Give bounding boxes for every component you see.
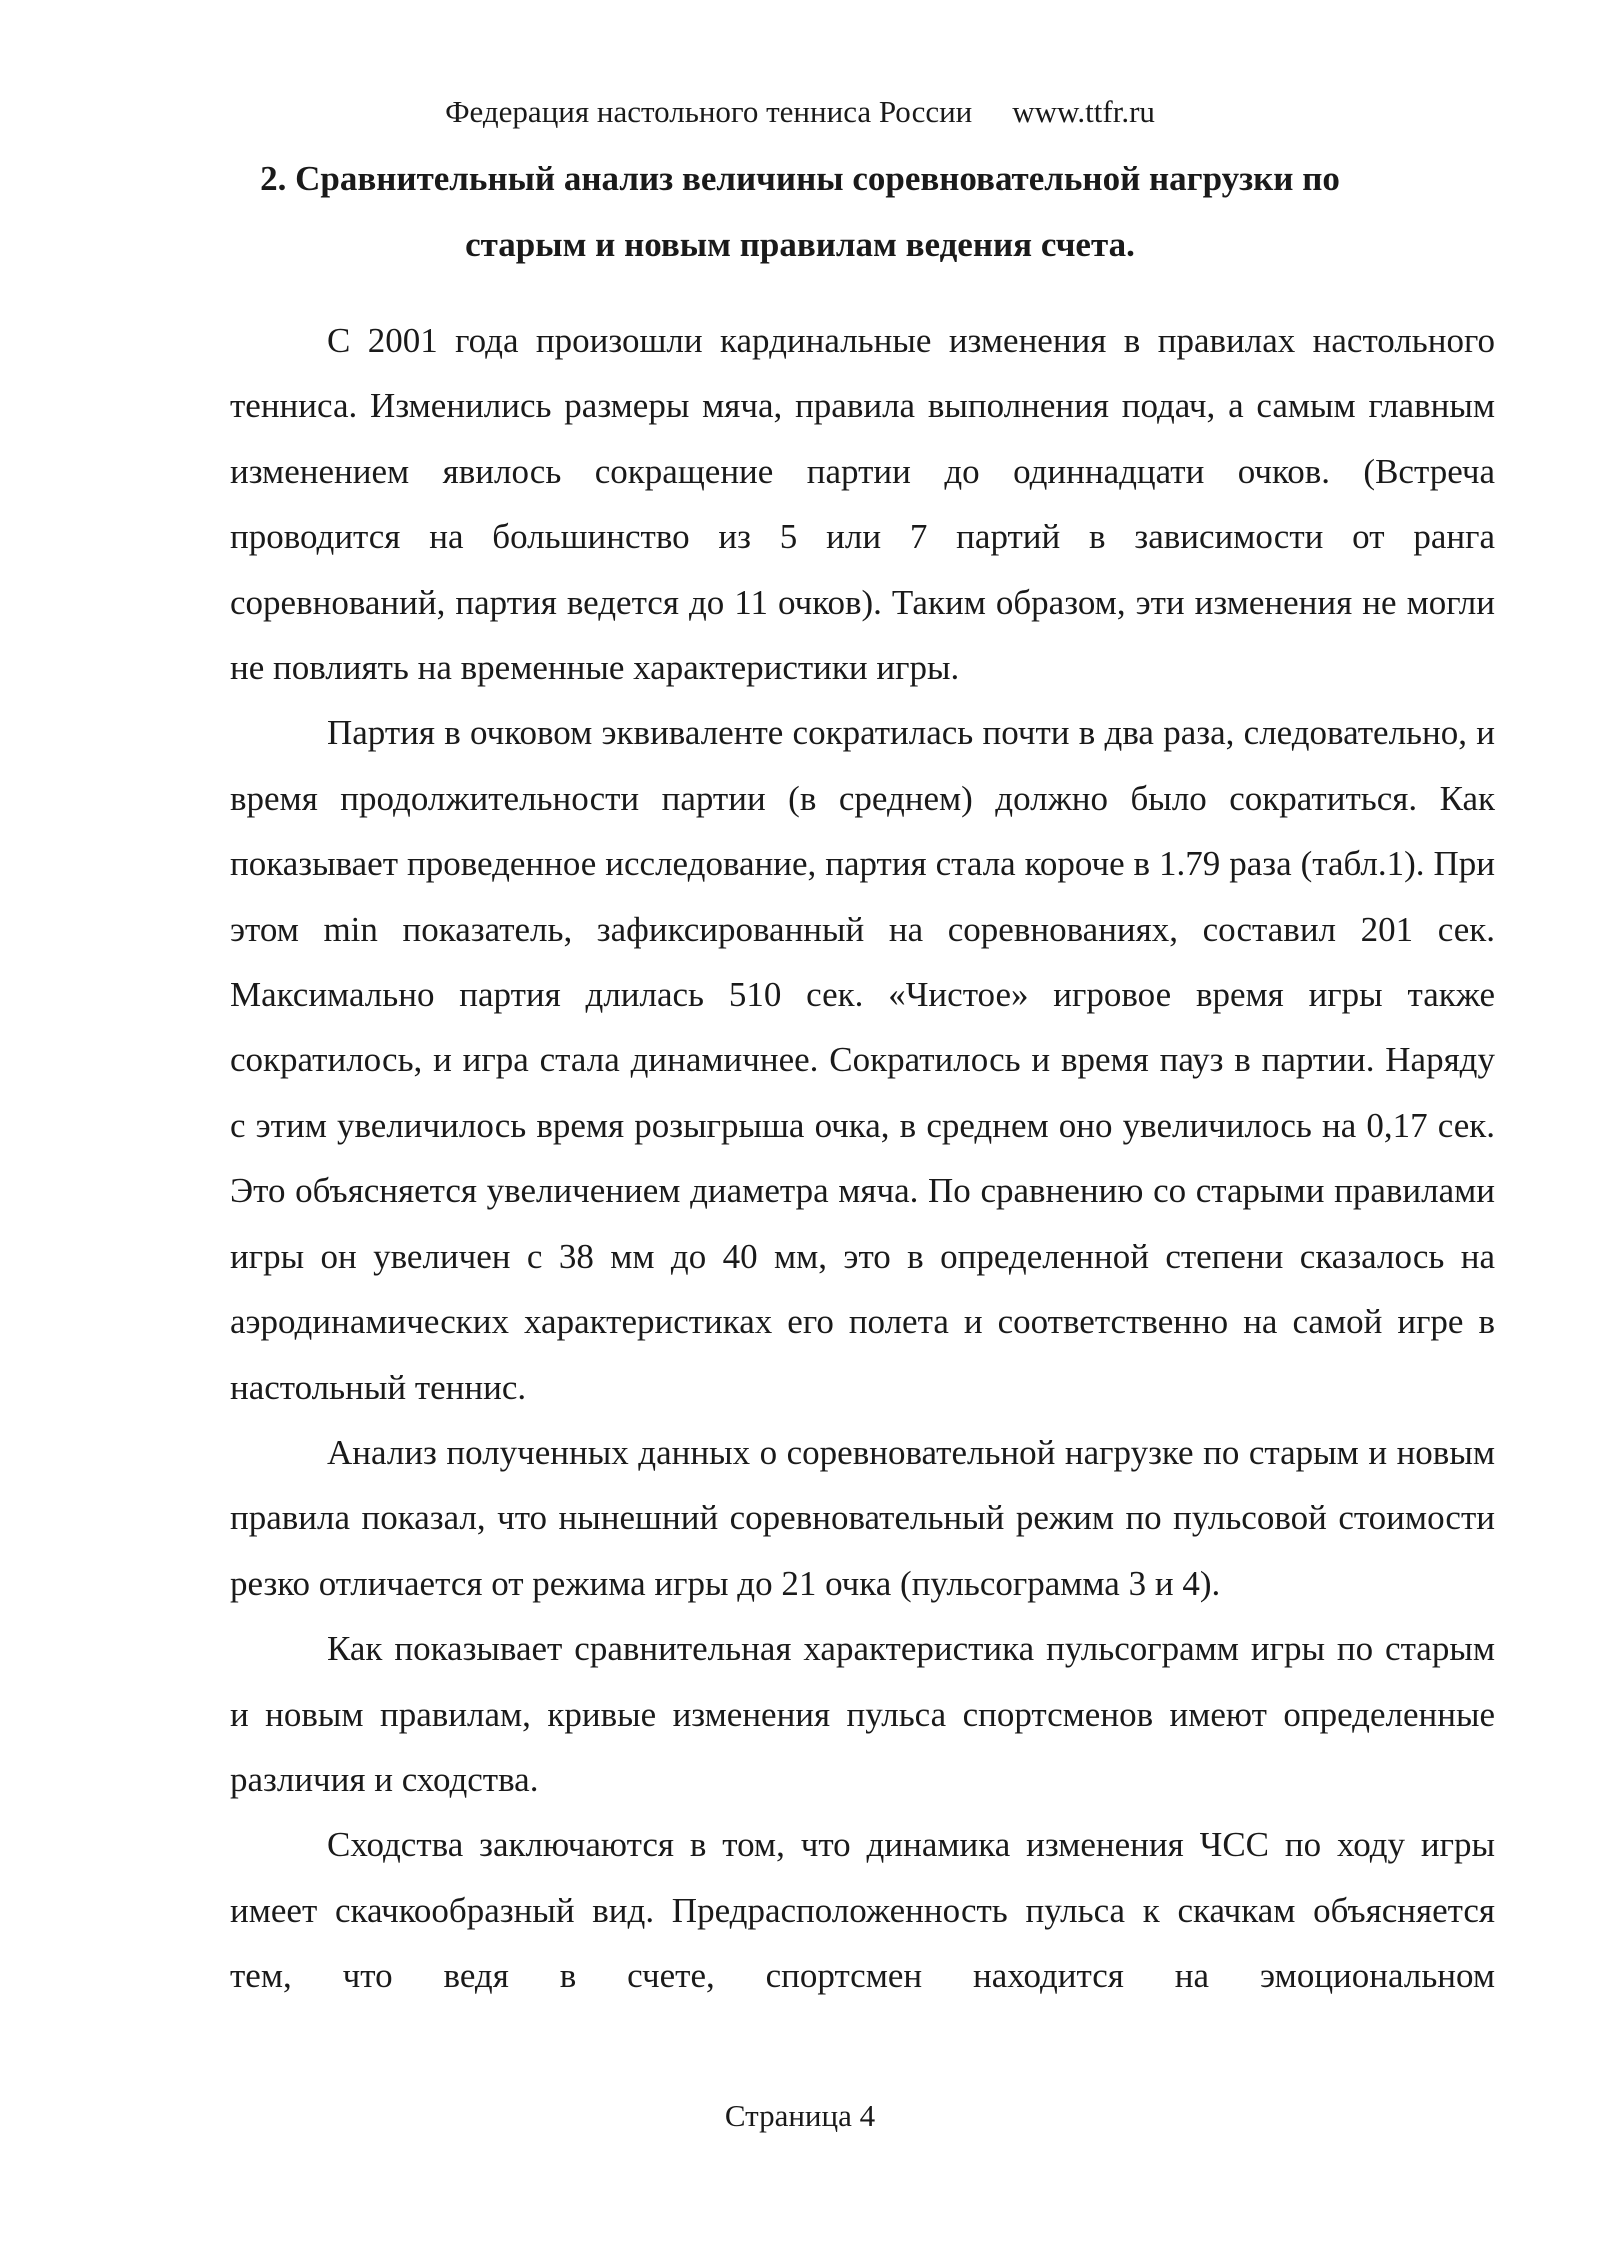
- paragraph: Сходства заключаются в том, что динамика изменения ЧСС по ходу игры имеет скачкообразный вид. Предрасположенность пульса к скачкам объясняется тем, что ведя в счете, спортсмен находится на эмоциональном: [230, 1825, 1495, 1996]
- paragraph: Партия в очковом эквиваленте сократилась почти в два раза, следовательно, и время продолжительности партии (в среднем) должно было сократиться. Как показывает проведенное исследование, партия стала короче в 1.79 раза (табл.1). При этом min показатель, зафиксированный на соревнованиях, составил 201 сек. Максимально партия длилась 510 сек. «Чистое» игровое время игры также сократилось, и игра стала динамичнее. Сократилось и время пауз в партии. Наряду с этим увеличилось время розыгрыша очка, в среднем оно увеличилось на 0,17 сек. Это объясняется увеличением диаметра мяча. По сравнению со старыми правилами игры он увеличен с 38 мм до 40 мм, это в определенной степени сказалось на аэродинамических характеристиках его полета и соответственно на самой игре в настольный теннис.: [230, 713, 1495, 1407]
- paragraph: Как показывает сравнительная характеристика пульсограмм игры по старым и новым правилам, кривые изменения пульса спортсменов имеют определенные различия и сходства.: [230, 1629, 1495, 1799]
- body-text: [230, 308, 1495, 2009]
- page-number: Страница 4: [724, 2098, 876, 2133]
- header-website: www.ttfr.ru: [1012, 94, 1155, 129]
- section-title: 2. Сравнительный анализ величины соревновательной нагрузки по старым и новым правилам ведения счета.: [260, 159, 1340, 264]
- paragraph: С 2001 года произошли кардинальные изменения в правилах настольного тенниса. Изменились размеры мяча, правила выполнения подач, а самым главным изменением явилось сокращение партии до одиннадцати очков. (Встреча проводится на большинство из 5 или 7 партий в зависимости от ранга соревнований, партия ведется до 11 очков). Таким образом, эти изменения не могли не повлиять на временные характеристики игры.: [230, 321, 1495, 688]
- page-footer: [0, 2096, 1600, 2136]
- paragraph: Анализ полученных данных о соревновательной нагрузке по старым и новым правила показал, что нынешний соревновательный режим по пульсовой стоимости резко отличается от режима игры до 21 очка (пульсограмма 3 и 4).: [230, 1432, 1495, 1603]
- header-organization: Федерация настольного тенниса России: [445, 94, 973, 129]
- page-header: [0, 92, 1600, 132]
